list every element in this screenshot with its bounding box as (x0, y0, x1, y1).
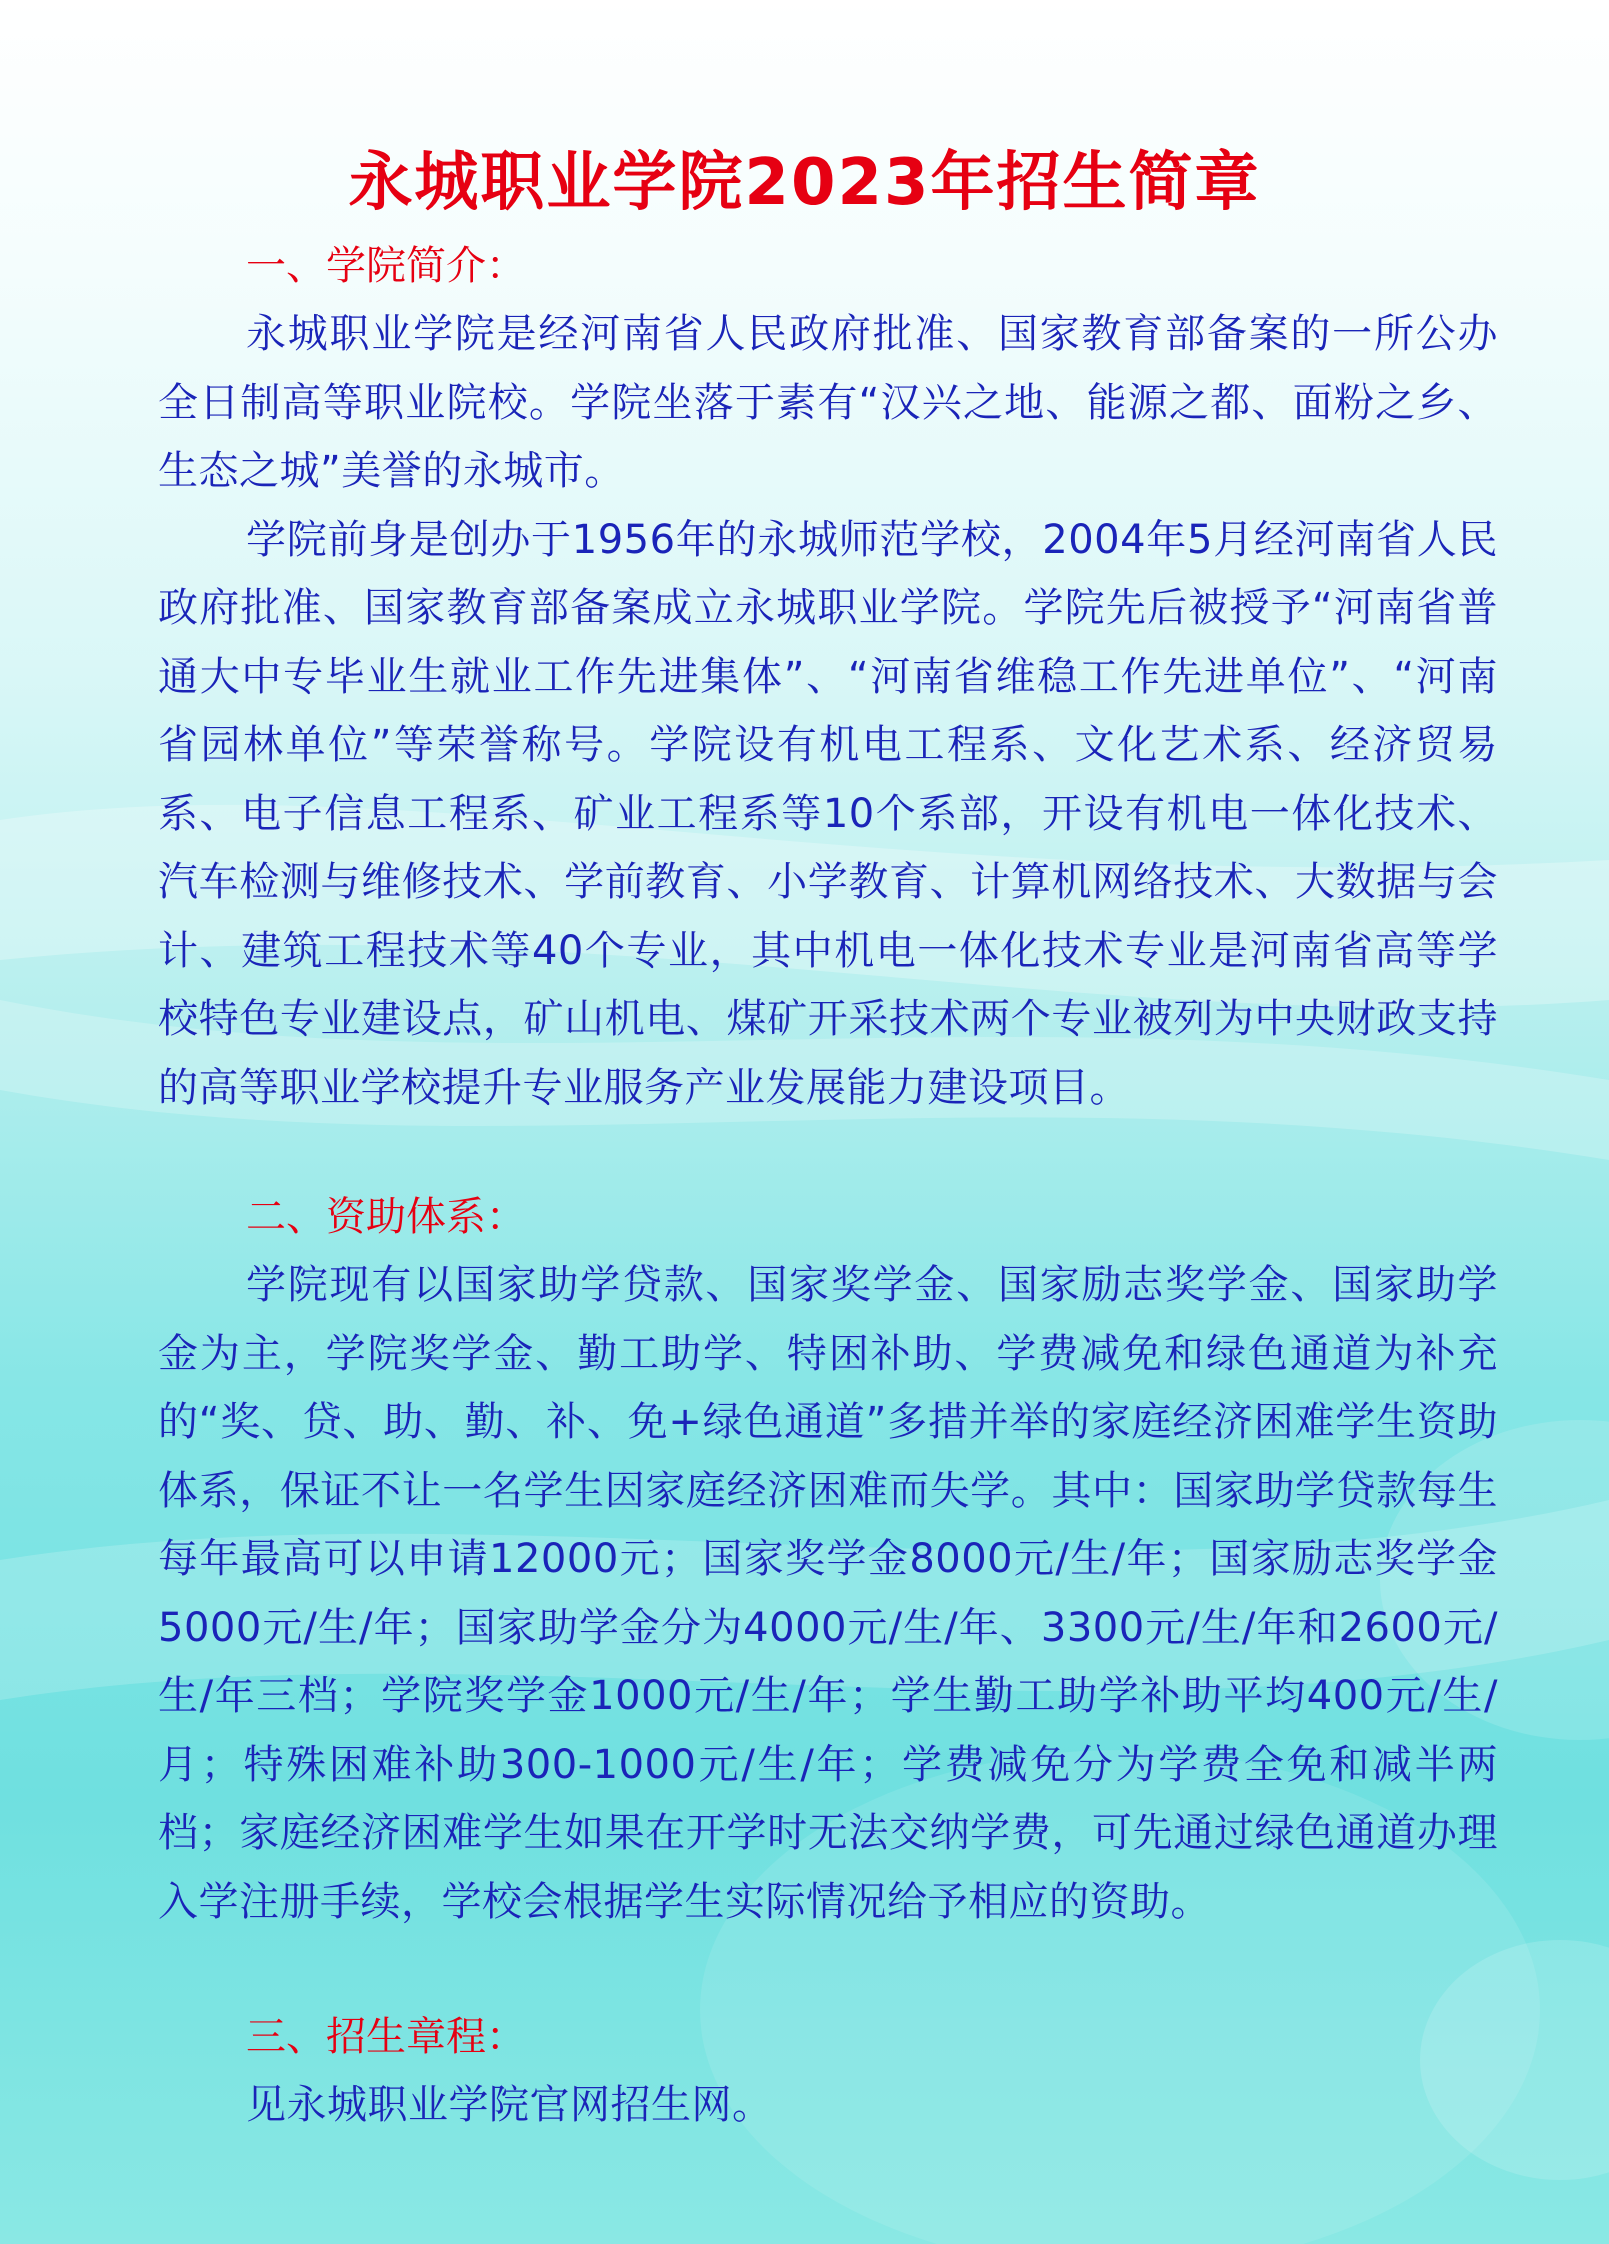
section-heading-financial-aid: 二、资助体系： (246, 1194, 526, 1240)
section-heading-intro: 一、学院简介： (246, 243, 526, 289)
intro-paragraph-2: 学院前身是创办于1956年的永城师范学校，2004年5月经河南省人民政府批准、国家教育部备案成立永城职业学院。学院先后被授予“河南省普通大中专毕业生就业工作先进集体”、“河南省维稳工作先进单位”、“河南省园林单位”等荣誉称号。学院设有机电工程系、文化艺术系、经济贸易系、电子信息工程系、矿业工程系等10个系部，开设有机电一体化技术、汽车检测与维修技术、学前教育、小学教育、计算机网络技术、大数据与会计、建筑工程技术等40个专业，其中机电一体化技术专业是河南省高等学校特色专业建设点，矿山机电、煤矿开采技术两个专业被列为中央财政支持的高等职业学校提升专业服务产业发展能力建设项目。 (158, 516, 1498, 1111)
section-admission-rules (158, 2003, 1498, 2140)
intro-paragraph-1: 永城职业学院是经河南省人民政府批准、国家教育部备案的一所公办全日制高等职业院校。学院坐落于素有“汉兴之地、能源之都、面粉之乡、生态之城”美誉的永城市。 (158, 311, 1498, 494)
section-intro (158, 232, 1498, 1122)
financial-aid-paragraph: 学院现有以国家助学贷款、国家奖学金、国家励志奖学金、国家助学金为主，学院奖学金、勤工助学、特困补助、学费减免和绿色通道为补充的“奖、贷、助、勤、补、免+绿色通道”多措并举的家庭经济困难学生资助体系，保证不让一名学生因家庭经济困难而失学。其中：国家助学贷款每生每年最高可以申请12000元；国家奖学金8000元/生/年；国家励志奖学金5000元/生/年；国家助学金分为4000元/生/年、3300元/生/年和2600元/生/年三档；学院奖学金1000元/生/年；学生勤工助学补助平均400元/生/月；特殊困难补助300-1000元/生/年；学费减免分为学费全免和减半两档；家庭经济困难学生如果在开学时无法交纳学费，可先通过绿色通道办理入学注册手续，学校会根据学生实际情况给予相应的资助。 (158, 1262, 1498, 1925)
admission-rules-paragraph: 见永城职业学院官网招生网。 (246, 2082, 773, 2128)
section-heading-admission-rules: 三、招生章程： (246, 2014, 526, 2060)
page-title: 永城职业学院2023年招生简章 (348, 145, 1261, 220)
section-financial-aid (158, 1183, 1498, 1936)
